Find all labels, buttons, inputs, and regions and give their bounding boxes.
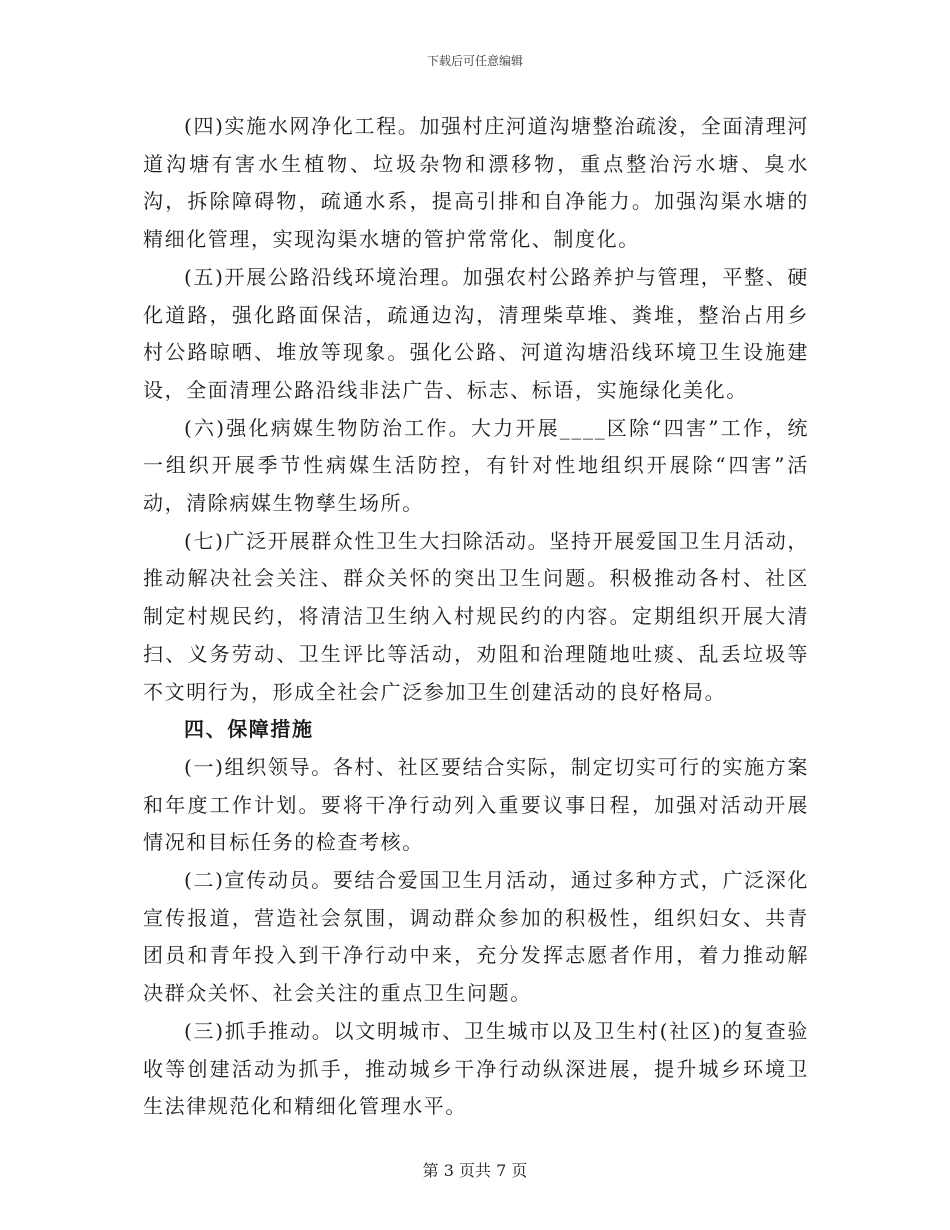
paragraph-road-environment: (五)开展公路沿线环境治理。加强农村公路养护与管理，平整、硬化道路，强化路面保洁，疏通边沟，清理柴草堆、粪堆，整治占用乡村公路晾晒、堆放等现象。强化公路、河道沟塘沿线环境卫生设施建设，全面清理公路沿线非法广告、标志、标语，实施绿化美化。 [143, 264, 809, 402]
paragraph-water-network: (四)实施水网净化工程。加强村庄河道沟塘整治疏浚，全面清理河道沟塘有害水生植物、垃圾杂物和漂移物，重点整治污水塘、臭水沟，拆除障碍物，疏通水系，提高引排和自净能力。加强沟渠水塘的精细化管理，实现沟渠水塘的管护常常化、制度化。 [143, 114, 809, 252]
paragraph-implementation: (三)抓手推动。以文明城市、卫生城市以及卫生村(社区)的复查验收等创建活动为抓手，推动城乡干净行动纵深进展，提升城乡环境卫生法律规范化和精细化管理水平。 [143, 1018, 809, 1119]
page-header: 下载后可任意编辑 [426, 54, 523, 68]
paragraph-organization: (一)组织领导。各村、社区要结合实际，制定切实可行的实施方案和年度工作计划。要将干净行动列入重要议事日程，加强对活动开展情况和目标任务的检查考核。 [143, 754, 809, 855]
page-footer: 第 3 页共 7 页 [422, 1161, 528, 1180]
document-body [143, 108, 809, 1126]
paragraph-vector-control: (六)强化病媒生物防治工作。大力开展____区除“四害”工作，统一组织开展季节性病媒生活防控，有针对性地组织开展除“四害”活动，清除病媒生物孳生场所。 [143, 415, 809, 516]
paragraph-cleanup-campaign: (七)广泛开展群众性卫生大扫除活动。坚持开展爱国卫生月活动，推动解决社会关注、群众关怀的突出卫生问题。积极推动各村、社区制定村规民约，将清洁卫生纳入村规民约的内容。定期组织开展大清扫、义务劳动、卫生评比等活动，劝阻和治理随地吐痰、乱丢垃圾等不文明行为，形成全社会广泛参加卫生创建活动的良好格局。 [143, 528, 809, 704]
paragraph-publicity: (二)宣传动员。要结合爱国卫生月活动，通过多种方式，广泛深化宣传报道，营造社会氛围，调动群众参加的积极性，组织妇女、共青团员和青年投入到干净行动中来，充分发挥志愿者作用，着力推动解决群众关怀、社会关注的重点卫生问题。 [143, 868, 809, 1006]
section-heading-safeguards: 四、保障措施 [184, 717, 314, 742]
